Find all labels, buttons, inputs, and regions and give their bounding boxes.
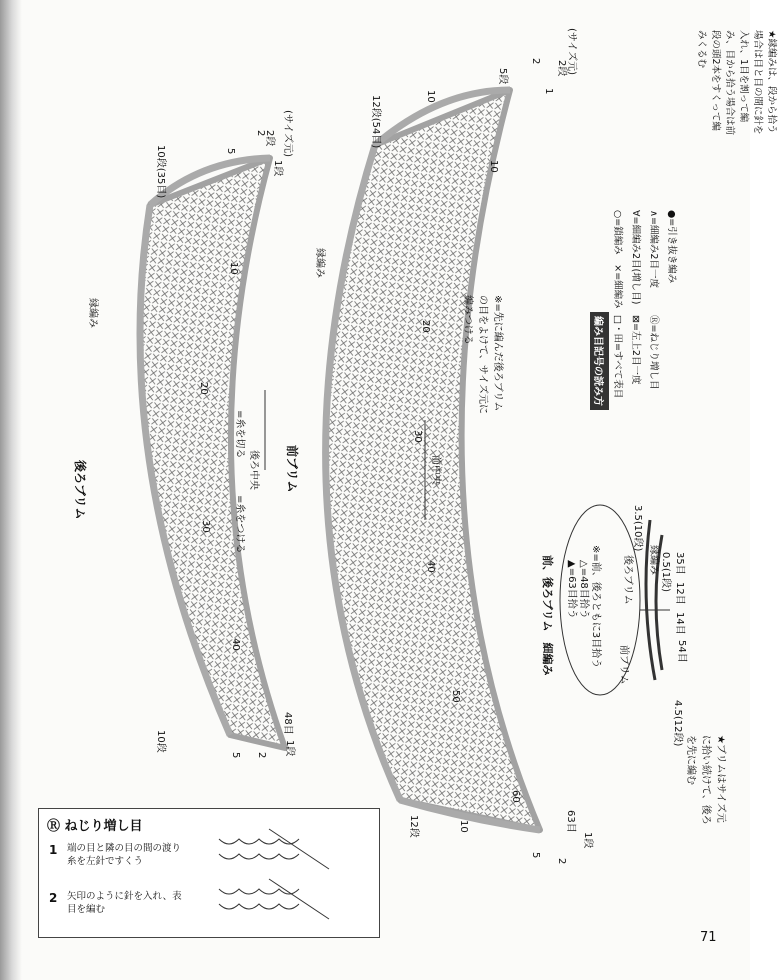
back-count-10: 10 — [228, 262, 239, 275]
front-row-label-2dan: 2段 — [556, 60, 567, 77]
back-row-label-2b: 2 — [256, 752, 267, 759]
dim-12-stitches: 12目 — [674, 582, 685, 605]
inset-illustration — [209, 819, 369, 929]
back-center-label: 後ろ中央 — [248, 450, 259, 490]
legend-slip-stitch: ●=引き抜き編み — [666, 210, 677, 284]
front-row-label-10: 10 — [425, 90, 436, 103]
dim-front-depth: 4.5(12段) — [672, 700, 683, 747]
front-edge-label: 縁編み — [314, 248, 325, 278]
front-row-label-1: 1 — [543, 88, 554, 95]
dim-14-stitches: 14目 — [674, 612, 685, 635]
legend-twisted-inc: Ⓡ=ねじり増し目 — [648, 315, 659, 390]
cut-yarn-legend: =糸を切る — [234, 410, 245, 459]
inset-step1: 1 — [49, 843, 58, 857]
front-row-label-5: 5段 — [497, 68, 508, 85]
back-count-30: 30 — [200, 520, 211, 533]
front-join-note: ※=先に編んだ後ろブリムの目をよけて、サイズ元に編みつける — [462, 295, 503, 414]
legend-sc-inc: ∀=細編み2目(増し目) — [630, 210, 641, 305]
front-size-origin-top: (サイズ元) — [566, 28, 577, 76]
front-row-label-1b: 1段 — [582, 832, 593, 849]
inset-step1-text: 端の目と隣の目の間の渡り糸を左針ですくう — [67, 843, 182, 867]
legend-title: 編み目記号の読み方 — [590, 312, 609, 410]
back-brim-title: 後ろブリム — [73, 460, 87, 520]
back-brim-chart — [140, 158, 285, 748]
inset-title-text: ねじり増し目 — [64, 819, 143, 834]
front-count-50: 50 — [450, 690, 461, 703]
page-number: 71 — [700, 930, 717, 945]
front-row-label-5b: 5 — [530, 852, 541, 859]
assembly-front-label: 前ブリム — [618, 645, 629, 685]
count-note-back: △=48目拾う — [578, 560, 589, 619]
top-note: ★縁編みは、段から拾う場合は目と目の間に針を入れ、1目を割って編み、目から拾う場合は前段の頭2本をすくって編みくるむ — [696, 30, 777, 136]
legend-knit-all: □・田=すべて表目 — [612, 315, 623, 399]
back-row-label-5: 5 — [225, 148, 236, 155]
legend-chain-sc: ○=鎖編み ×=細編み — [612, 210, 623, 309]
legend-k2tog: ⊠=左上2目一度 — [630, 315, 641, 385]
front-stitch-count: 63目 — [565, 810, 576, 833]
front-count-20: 20 — [420, 320, 431, 333]
back-row-label-1b: 1段 — [284, 740, 295, 757]
attach-yarn-legend: =糸をつける — [234, 495, 245, 554]
assembly-back-label: 後ろブリム — [622, 555, 633, 605]
back-stitch-count: 48目 — [282, 712, 293, 735]
count-note-both: ※=前、後ろともに3目拾う — [590, 545, 601, 669]
back-size-origin-top: (サイズ元) — [282, 110, 293, 158]
dim-edge-label: 縁編み — [648, 545, 659, 575]
legend-sc-dec: ∧=細編み2目一度 — [648, 210, 659, 288]
front-row-label-bottom: 12段 — [408, 815, 419, 838]
inset-step2-text: 矢印のように針を入れ、表目を編む — [67, 891, 182, 915]
front-row-label-top: 12段(54目) — [370, 95, 381, 149]
back-row-label-2dan: 2段 — [264, 130, 275, 147]
twisted-increase-inset — [38, 808, 380, 938]
back-row-label-5b: 5 — [230, 752, 241, 759]
back-row-label-bottom: 10段 — [155, 730, 166, 753]
front-row-label-10b: 10 — [458, 820, 469, 833]
front-count-30: 30 — [412, 430, 423, 443]
front-center-label: 前中央 — [430, 455, 441, 485]
count-note-front: ▲=63目拾う — [566, 560, 577, 619]
dim-54-stitches: 54目 — [676, 640, 687, 663]
front-count-10: 10 — [488, 160, 499, 173]
back-row-label-2: 2 — [255, 130, 266, 137]
front-count-40: 40 — [425, 560, 436, 573]
back-count-20: 20 — [198, 382, 209, 395]
assembly-title: 前、後ろブリム 細編み — [541, 555, 554, 676]
front-row-label-2: 2 — [530, 58, 541, 65]
inset-step2: 2 — [49, 891, 58, 905]
front-brim-title: 前ブリム — [285, 445, 299, 493]
dim-edge-depth: 0.5(1段) — [660, 552, 671, 593]
dim-back-depth: 3.5(10段) — [632, 505, 643, 552]
front-count-60: 60 — [510, 790, 521, 803]
inset-title — [47, 815, 143, 834]
back-edge-label: 縁編み — [87, 298, 98, 328]
inset-symbol: Ⓡ — [47, 819, 61, 834]
assembly-footnote: ★ブリムはサイズ元に拾い続けて、後ろを先に編む — [685, 735, 726, 825]
front-row-label-2b: 2 — [556, 858, 567, 865]
back-row-label-1: 1段 — [272, 160, 283, 177]
back-count-40: 40 — [230, 638, 241, 651]
back-row-label-top: 10段(35目) — [155, 145, 166, 199]
dim-35-stitches: 35目 — [674, 552, 685, 575]
